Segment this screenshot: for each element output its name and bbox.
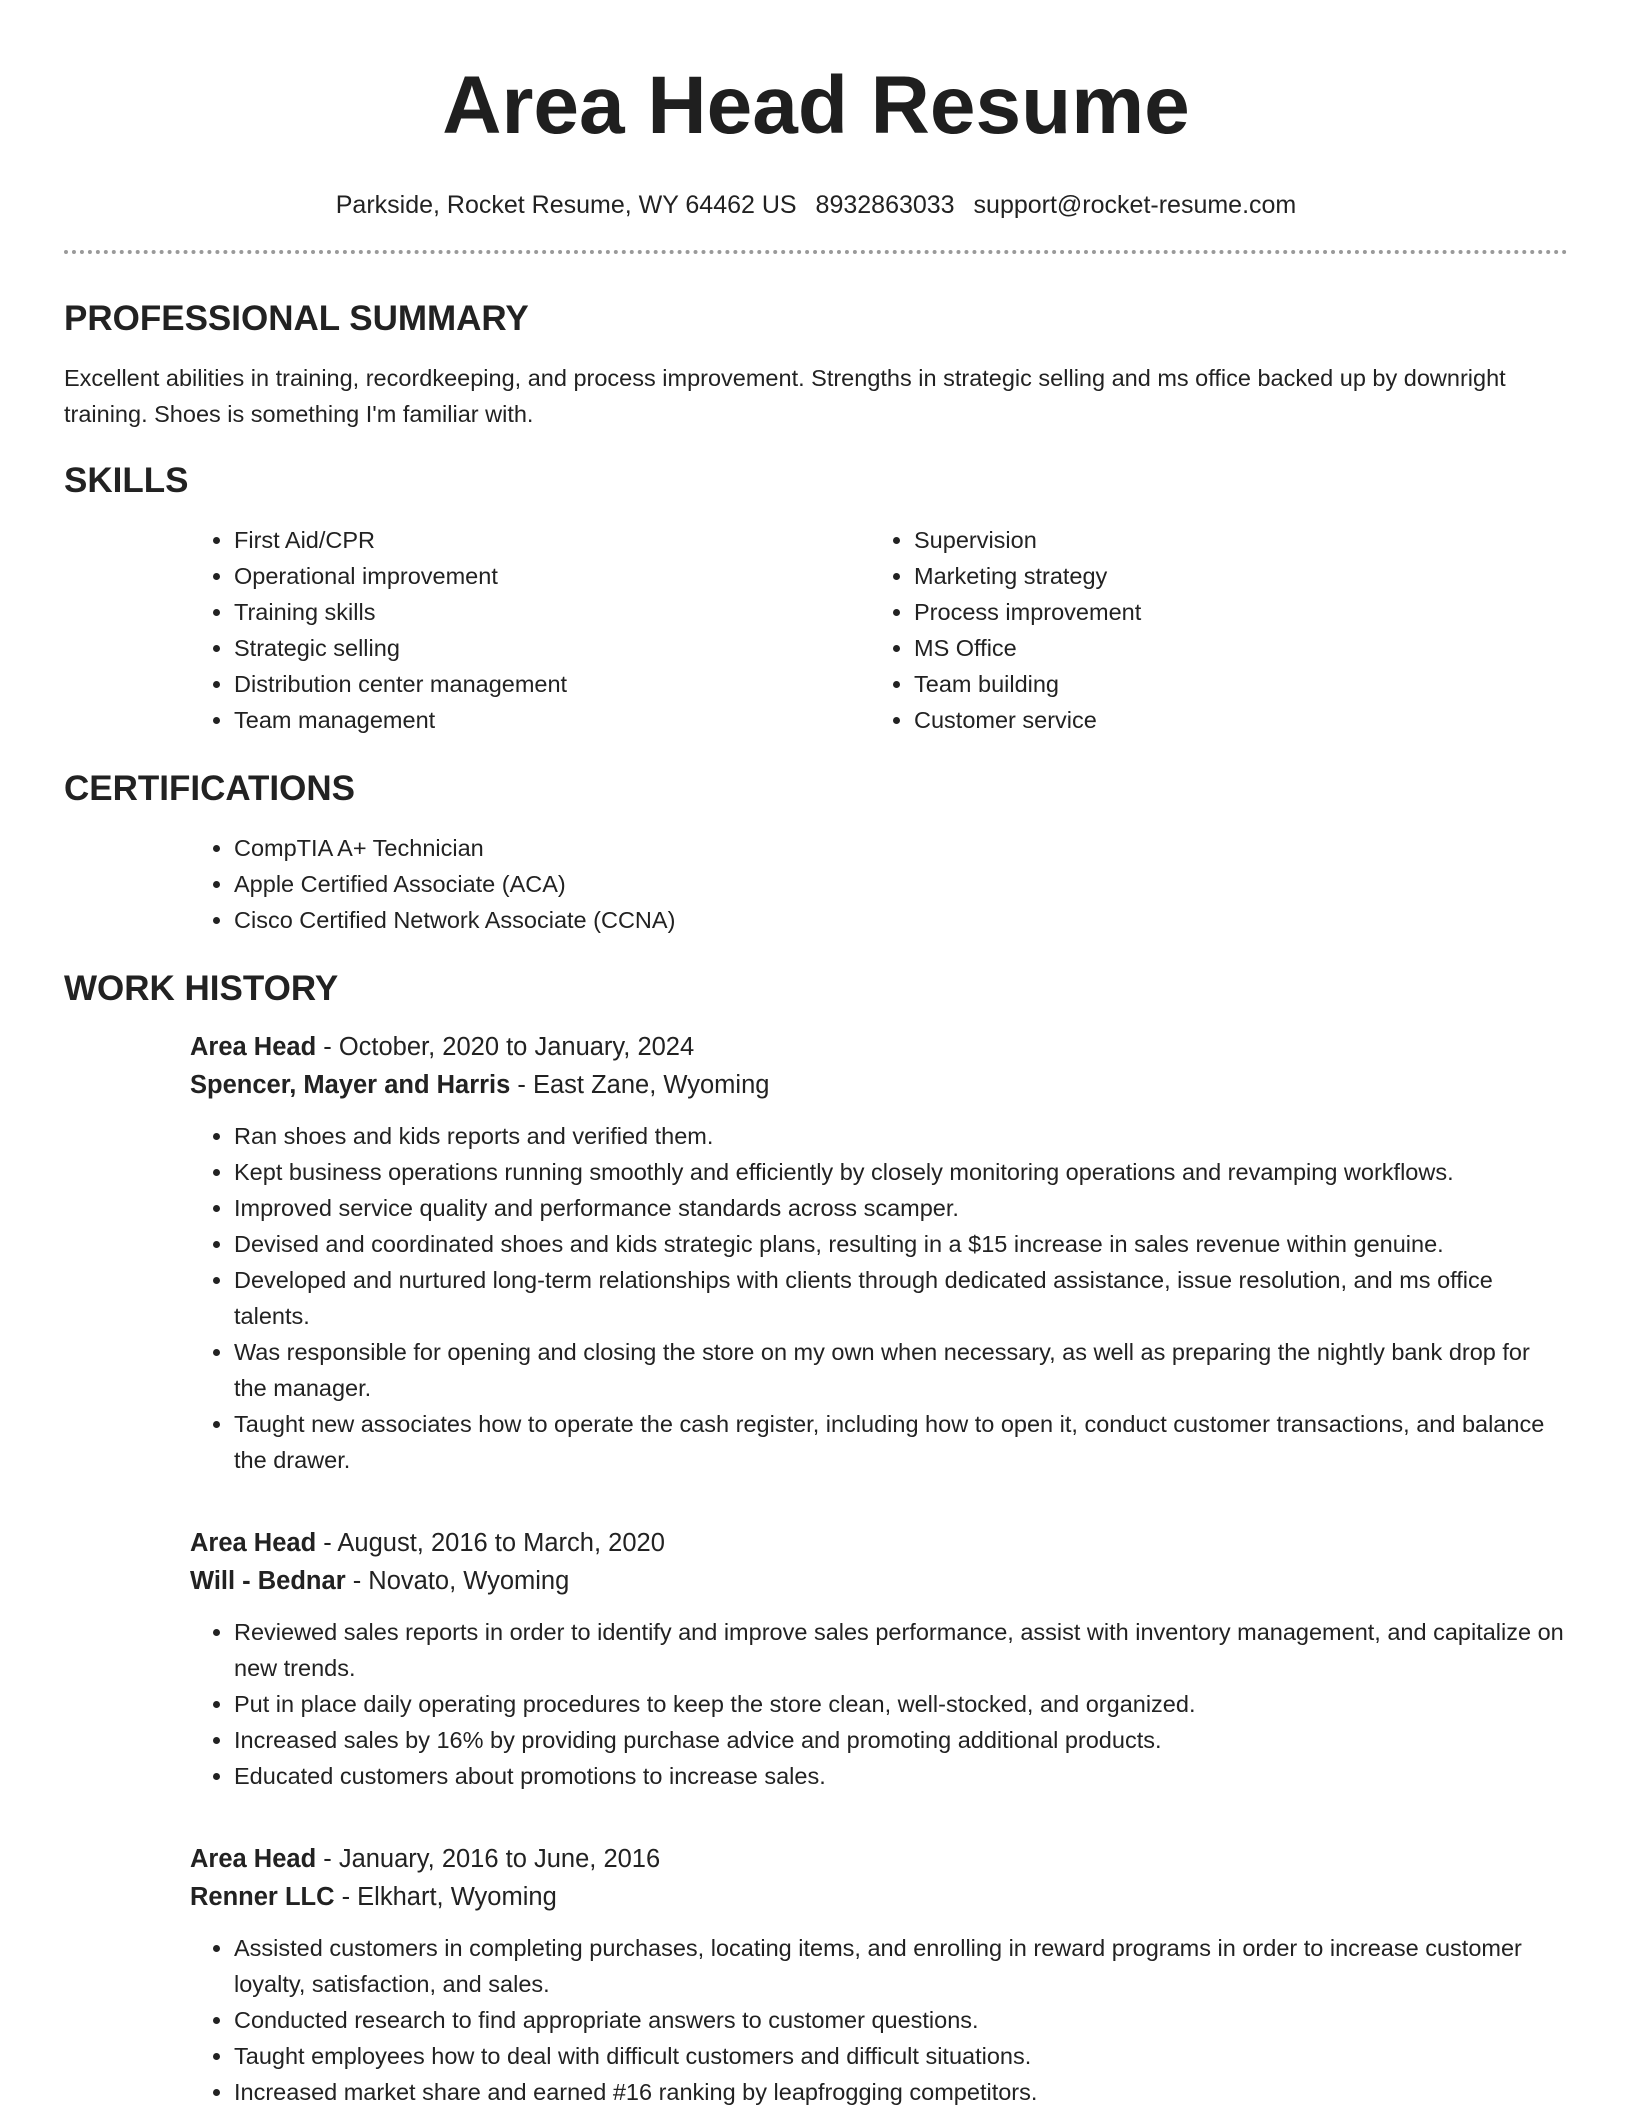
job-company-line bbox=[190, 1562, 1568, 1600]
job-location: - Novato, Wyoming bbox=[345, 1567, 570, 1595]
job-bullet: • Developed and nurtured long-term relationships with clients through dedicated assistance, issue resolution, and ms office talents. bbox=[234, 1262, 1568, 1334]
skills-column-right bbox=[870, 522, 1550, 738]
skill-item: • Supervision bbox=[914, 522, 1550, 558]
job-company-line bbox=[190, 1878, 1568, 1916]
skill-item: • Operational improvement bbox=[234, 558, 870, 594]
job-role: Area Head bbox=[190, 1845, 317, 1873]
skill-item: • Customer service bbox=[914, 702, 1550, 738]
job-company: Renner LLC bbox=[190, 1883, 335, 1911]
skill-item: • Distribution center management bbox=[234, 666, 870, 702]
contact-line bbox=[64, 190, 1568, 220]
skill-item: • First Aid/CPR bbox=[234, 522, 870, 558]
certification-item: • CompTIA A+ Technician bbox=[234, 830, 1568, 866]
work-history-heading: WORK HISTORY bbox=[64, 969, 339, 1008]
certification-item: • Cisco Certified Network Associate (CCNA) bbox=[234, 902, 1568, 938]
job-bullet: • Put in place daily operating procedures to keep the store clean, well-stocked, and organized. bbox=[234, 1686, 1568, 1722]
job-title-line bbox=[190, 1524, 1568, 1562]
job-bullets bbox=[190, 1118, 1568, 1478]
job-location: - Elkhart, Wyoming bbox=[334, 1883, 557, 1911]
job-bullet: • Kept business operations running smoothly and efficiently by closely monitoring operations and revamping workflows. bbox=[234, 1154, 1568, 1190]
job-title-line bbox=[190, 1028, 1568, 1066]
job-dates: - October, 2020 to January, 2024 bbox=[316, 1033, 695, 1061]
summary-text: Excellent abilities in training, recordkeeping, and process improvement. Strengths in strategic selling and ms office backed up by downright training. Shoes is something I'm familiar with. bbox=[64, 365, 1506, 427]
job-dates: - January, 2016 to June, 2016 bbox=[316, 1845, 661, 1873]
job-bullet: • Was responsible for opening and closing the store on my own when necessary, as well as preparing the nightly bank drop for the manager. bbox=[234, 1334, 1568, 1406]
contact-email: support@rocket-resume.com bbox=[973, 191, 1297, 219]
skills-heading: SKILLS bbox=[64, 461, 189, 500]
skill-item: • Team management bbox=[234, 702, 870, 738]
job-company: Spencer, Mayer and Harris bbox=[190, 1071, 511, 1099]
job-title-line bbox=[190, 1840, 1568, 1878]
skill-item: • Team building bbox=[914, 666, 1550, 702]
job-bullet: • Ran shoes and kids reports and verified them. bbox=[234, 1118, 1568, 1154]
skills-list bbox=[190, 522, 1568, 738]
job-bullet: • Educated customers about promotions to increase sales. bbox=[234, 1758, 1568, 1794]
summary-heading: PROFESSIONAL SUMMARY bbox=[64, 299, 529, 338]
contact-phone: 8932863033 bbox=[815, 191, 955, 219]
certifications-heading: CERTIFICATIONS bbox=[64, 769, 356, 808]
job-entry bbox=[190, 1524, 1568, 1794]
work-history-list bbox=[190, 1028, 1568, 2110]
job-bullets bbox=[190, 1930, 1568, 2110]
skill-item: • Training skills bbox=[234, 594, 870, 630]
skill-item: • Process improvement bbox=[914, 594, 1550, 630]
job-bullet: • Devised and coordinated shoes and kids strategic plans, resulting in a $15 increase in sales revenue within genuine. bbox=[234, 1226, 1568, 1262]
job-bullet: • Taught new associates how to operate the cash register, including how to open it, conduct customer transactions, and balance the drawer. bbox=[234, 1406, 1568, 1478]
skill-item: • Strategic selling bbox=[234, 630, 870, 666]
job-bullet: • Increased market share and earned #16 ranking by leapfrogging competitors. bbox=[234, 2074, 1568, 2110]
skill-item: • Marketing strategy bbox=[914, 558, 1550, 594]
job-role: Area Head bbox=[190, 1529, 317, 1557]
contact-address: Parkside, Rocket Resume, WY 64462 US bbox=[335, 191, 797, 219]
job-bullet: • Increased sales by 16% by providing purchase advice and promoting additional products. bbox=[234, 1722, 1568, 1758]
job-role: Area Head bbox=[190, 1033, 317, 1061]
job-bullet: • Reviewed sales reports in order to identify and improve sales performance, assist with inventory management, and capitalize on new trends. bbox=[234, 1614, 1568, 1686]
job-bullet: • Conducted research to find appropriate answers to customer questions. bbox=[234, 2002, 1568, 2038]
resume-title: Area Head Resume bbox=[442, 60, 1190, 151]
job-bullet: • Taught employees how to deal with difficult customers and difficult situations. bbox=[234, 2038, 1568, 2074]
certifications-list bbox=[190, 830, 1568, 938]
skill-item: • MS Office bbox=[914, 630, 1550, 666]
job-entry bbox=[190, 1840, 1568, 2110]
job-dates: - August, 2016 to March, 2020 bbox=[316, 1529, 665, 1557]
job-bullets bbox=[190, 1614, 1568, 1794]
skills-column-left bbox=[190, 522, 870, 738]
header-divider bbox=[64, 250, 1568, 254]
job-bullet: • Improved service quality and performance standards across scamper. bbox=[234, 1190, 1568, 1226]
job-company: Will - Bednar bbox=[190, 1567, 346, 1595]
job-company-line bbox=[190, 1066, 1568, 1104]
job-entry bbox=[190, 1028, 1568, 1478]
job-location: - East Zane, Wyoming bbox=[510, 1071, 770, 1099]
job-bullet: • Assisted customers in completing purchases, locating items, and enrolling in reward programs in order to increase customer loyalty, satisfaction, and sales. bbox=[234, 1930, 1568, 2002]
certification-item: • Apple Certified Associate (ACA) bbox=[234, 866, 1568, 902]
